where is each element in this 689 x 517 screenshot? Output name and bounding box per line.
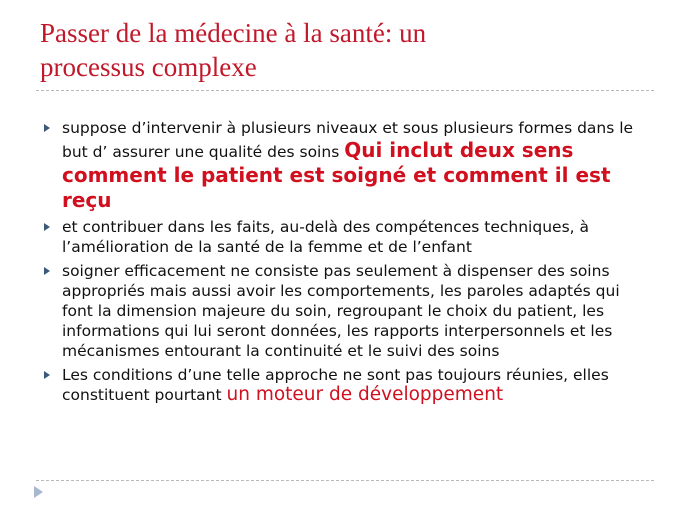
slide-title-line-1: Passer de la médecine à la santé: un [40, 18, 427, 48]
bullet-emphasis: Qui inclut deux sens comment le patient est soigné et comment il est reçu [62, 138, 611, 212]
bullet-text: soigner efficacement ne consiste pas seulement à dispenser des soins appropriés mais aussi avoir les comportements, les paroles adaptés qui font la dimension majeure du soin, regroupant le choix du patient, les informations qui lui seront données, les rapports interpersonnels et les mécanismes entourant la continuité et le suivi des soins [62, 262, 620, 360]
bullet-triangle-icon [44, 223, 50, 231]
bullet-item-1 [44, 118, 654, 213]
bullet-text: Les conditions d’une telle approche ne sont pas toujours réunies, elles constituent pourtant [62, 366, 609, 404]
bullet-triangle-icon [44, 267, 50, 275]
slide-title [40, 16, 660, 84]
bullet-text: suppose d’intervenir à plusieurs niveaux et sous plusieurs formes dans le but d’ assurer une qualité des soins [62, 119, 634, 161]
bullet-item-2 [44, 217, 654, 257]
title-divider [36, 90, 654, 91]
bullet-item-4 [44, 365, 654, 405]
bullet-item-3 [44, 261, 654, 361]
bullet-triangle-icon [44, 124, 50, 132]
slide-title-line-2: processus complexe [40, 52, 257, 82]
next-slide-arrow-icon[interactable] [34, 486, 43, 498]
footer-divider [36, 480, 654, 481]
bullet-emphasis: un moteur de développement [226, 384, 504, 405]
bullet-triangle-icon [44, 371, 50, 379]
bullet-text: et contribuer dans les faits, au-delà des compétences techniques, à l’amélioration de la santé de la femme et de l’enfant [62, 218, 589, 256]
bullet-list [44, 118, 654, 409]
